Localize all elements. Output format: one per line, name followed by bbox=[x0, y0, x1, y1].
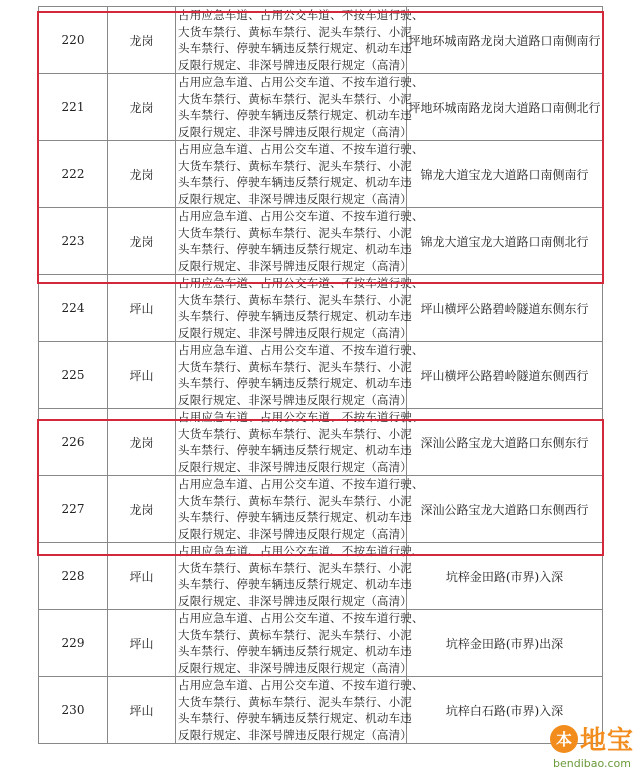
row-location: 坑梓白石路(市界)入深 bbox=[407, 677, 603, 744]
violation-line: 占用应急车道、占用公交车道、不按车道行驶、 bbox=[178, 8, 424, 22]
table-row bbox=[39, 476, 603, 543]
violation-line: 头车禁行、停驶车辆违反禁行规定、机动车违 bbox=[178, 644, 412, 658]
table-row bbox=[39, 677, 603, 744]
row-location: 坪地环城南路龙岗大道路口南侧北行 bbox=[407, 74, 603, 141]
row-district: 龙岗 bbox=[108, 74, 176, 141]
violation-line: 头车禁行、停驶车辆违反禁行规定、机动车违 bbox=[178, 510, 412, 524]
row-location: 坪地环城南路龙岗大道路口南侧南行 bbox=[407, 7, 603, 74]
violation-line: 大货车禁行、黄标车禁行、泥头车禁行、小泥 bbox=[178, 359, 412, 374]
violation-line: 大货车禁行、黄标车禁行、泥头车禁行、小泥 bbox=[178, 493, 412, 508]
violation-line: 头车禁行、停驶车辆违反禁行规定、机动车违 bbox=[178, 711, 412, 725]
row-number: 226 bbox=[39, 409, 108, 476]
row-number: 222 bbox=[39, 141, 108, 208]
table-row bbox=[39, 141, 603, 208]
watermark-url: bendibao.com bbox=[552, 757, 631, 770]
row-violations bbox=[176, 677, 424, 744]
violation-line: 大货车禁行、黄标车禁行、泥头车禁行、小泥 bbox=[178, 91, 412, 106]
violation-line: 占用应急车道、占用公交车道、不按车道行驶、 bbox=[178, 611, 424, 625]
row-violations bbox=[176, 141, 424, 208]
row-number: 228 bbox=[39, 543, 108, 610]
row-number: 225 bbox=[39, 342, 108, 409]
violation-line: 反限行规定、非深号牌违反限行规定（高清） bbox=[178, 191, 412, 206]
row-location: 坪山横坪公路碧岭隧道东侧西行 bbox=[407, 342, 603, 409]
row-location: 深汕公路宝龙大道路口东侧东行 bbox=[407, 409, 603, 476]
row-violations bbox=[176, 74, 424, 141]
violation-line: 大货车禁行、黄标车禁行、泥头车禁行、小泥 bbox=[178, 225, 412, 240]
violation-line: 占用应急车道、占用公交车道、不按车道行驶、 bbox=[178, 142, 424, 156]
violation-line: 头车禁行、停驶车辆违反禁行规定、机动车违 bbox=[178, 309, 412, 323]
row-district: 坪山 bbox=[108, 275, 176, 342]
row-violations bbox=[176, 275, 424, 342]
table-row bbox=[39, 409, 603, 476]
camera-location-table bbox=[38, 6, 603, 744]
row-violations bbox=[176, 610, 424, 677]
row-number: 227 bbox=[39, 476, 108, 543]
violation-line: 反限行规定、非深号牌违反限行规定（高清） bbox=[178, 526, 412, 541]
violation-line: 反限行规定、非深号牌违反限行规定（高清） bbox=[178, 325, 412, 340]
violation-line: 头车禁行、停驶车辆违反禁行规定、机动车违 bbox=[178, 108, 412, 122]
row-district: 坪山 bbox=[108, 677, 176, 744]
watermark-brand: 地宝 bbox=[579, 726, 634, 756]
violation-line: 反限行规定、非深号牌违反限行规定（高清） bbox=[178, 57, 412, 72]
row-number: 230 bbox=[39, 677, 108, 744]
violation-line: 反限行规定、非深号牌违反限行规定（高清） bbox=[178, 593, 412, 608]
row-location: 深汕公路宝龙大道路口东侧西行 bbox=[407, 476, 603, 543]
table-row bbox=[39, 7, 603, 74]
row-violations bbox=[176, 543, 424, 610]
violation-line: 占用应急车道、占用公交车道、不按车道行驶、 bbox=[178, 678, 424, 692]
violation-line: 反限行规定、非深号牌违反限行规定（高清） bbox=[178, 660, 412, 675]
violation-line: 反限行规定、非深号牌违反限行规定（高清） bbox=[178, 124, 412, 139]
row-location: 坑梓金田路(市界)入深 bbox=[407, 543, 603, 610]
row-district: 坪山 bbox=[108, 543, 176, 610]
table-row bbox=[39, 275, 603, 342]
row-district: 龙岗 bbox=[108, 476, 176, 543]
violation-line: 头车禁行、停驶车辆违反禁行规定、机动车违 bbox=[178, 577, 412, 591]
row-number: 220 bbox=[39, 7, 108, 74]
violation-line: 反限行规定、非深号牌违反限行规定（高清） bbox=[178, 258, 412, 273]
violation-line: 占用应急车道、占用公交车道、不按车道行驶、 bbox=[178, 544, 424, 558]
violation-line: 大货车禁行、黄标车禁行、泥头车禁行、小泥 bbox=[178, 694, 412, 709]
row-district: 坪山 bbox=[108, 342, 176, 409]
violation-line: 占用应急车道、占用公交车道、不按车道行驶、 bbox=[178, 343, 424, 357]
violation-line: 大货车禁行、黄标车禁行、泥头车禁行、小泥 bbox=[178, 426, 412, 441]
violation-line: 占用应急车道、占用公交车道、不按车道行驶、 bbox=[178, 75, 424, 89]
table-row bbox=[39, 208, 603, 275]
row-location: 坑梓金田路(市界)出深 bbox=[407, 610, 603, 677]
row-district: 龙岗 bbox=[108, 208, 176, 275]
row-number: 223 bbox=[39, 208, 108, 275]
violation-line: 大货车禁行、黄标车禁行、泥头车禁行、小泥 bbox=[178, 292, 412, 307]
watermark-logo bbox=[550, 720, 634, 770]
row-location: 锦龙大道宝龙大道路口南侧南行 bbox=[407, 141, 603, 208]
violation-line: 头车禁行、停驶车辆违反禁行规定、机动车违 bbox=[178, 175, 412, 189]
row-number: 224 bbox=[39, 275, 108, 342]
table-row bbox=[39, 342, 603, 409]
row-district: 龙岗 bbox=[108, 7, 176, 74]
row-violations bbox=[176, 476, 424, 543]
row-number: 229 bbox=[39, 610, 108, 677]
row-location: 坪山横坪公路碧岭隧道东侧东行 bbox=[407, 275, 603, 342]
violation-line: 大货车禁行、黄标车禁行、泥头车禁行、小泥 bbox=[178, 158, 412, 173]
violation-line: 大货车禁行、黄标车禁行、泥头车禁行、小泥 bbox=[178, 24, 412, 39]
row-violations bbox=[176, 409, 424, 476]
violation-line: 反限行规定、非深号牌违反限行规定（高清） bbox=[178, 727, 412, 742]
row-violations bbox=[176, 7, 424, 74]
violation-line: 占用应急车道、占用公交车道、不按车道行驶、 bbox=[178, 477, 424, 491]
violation-line: 头车禁行、停驶车辆违反禁行规定、机动车违 bbox=[178, 376, 412, 390]
violation-line: 占用应急车道、占用公交车道、不按车道行驶、 bbox=[178, 209, 424, 223]
violation-line: 头车禁行、停驶车辆违反禁行规定、机动车违 bbox=[178, 443, 412, 457]
violation-line: 大货车禁行、黄标车禁行、泥头车禁行、小泥 bbox=[178, 627, 412, 642]
violation-line: 反限行规定、非深号牌违反限行规定（高清） bbox=[178, 392, 412, 407]
table-row bbox=[39, 610, 603, 677]
row-district: 龙岗 bbox=[108, 409, 176, 476]
watermark-badge: 本 bbox=[550, 725, 578, 753]
table-row bbox=[39, 543, 603, 610]
violation-line: 头车禁行、停驶车辆违反禁行规定、机动车违 bbox=[178, 41, 412, 55]
row-violations bbox=[176, 342, 424, 409]
table-row bbox=[39, 74, 603, 141]
violation-line: 占用应急车道、占用公交车道、不按车道行驶、 bbox=[178, 276, 424, 290]
row-district: 龙岗 bbox=[108, 141, 176, 208]
violation-line: 大货车禁行、黄标车禁行、泥头车禁行、小泥 bbox=[178, 560, 412, 575]
violation-line: 占用应急车道、占用公交车道、不按车道行驶、 bbox=[178, 410, 424, 424]
row-number: 221 bbox=[39, 74, 108, 141]
violation-line: 头车禁行、停驶车辆违反禁行规定、机动车违 bbox=[178, 242, 412, 256]
row-location: 锦龙大道宝龙大道路口南侧北行 bbox=[407, 208, 603, 275]
row-violations bbox=[176, 208, 424, 275]
violation-line: 反限行规定、非深号牌违反限行规定（高清） bbox=[178, 459, 412, 474]
row-district: 坪山 bbox=[108, 610, 176, 677]
